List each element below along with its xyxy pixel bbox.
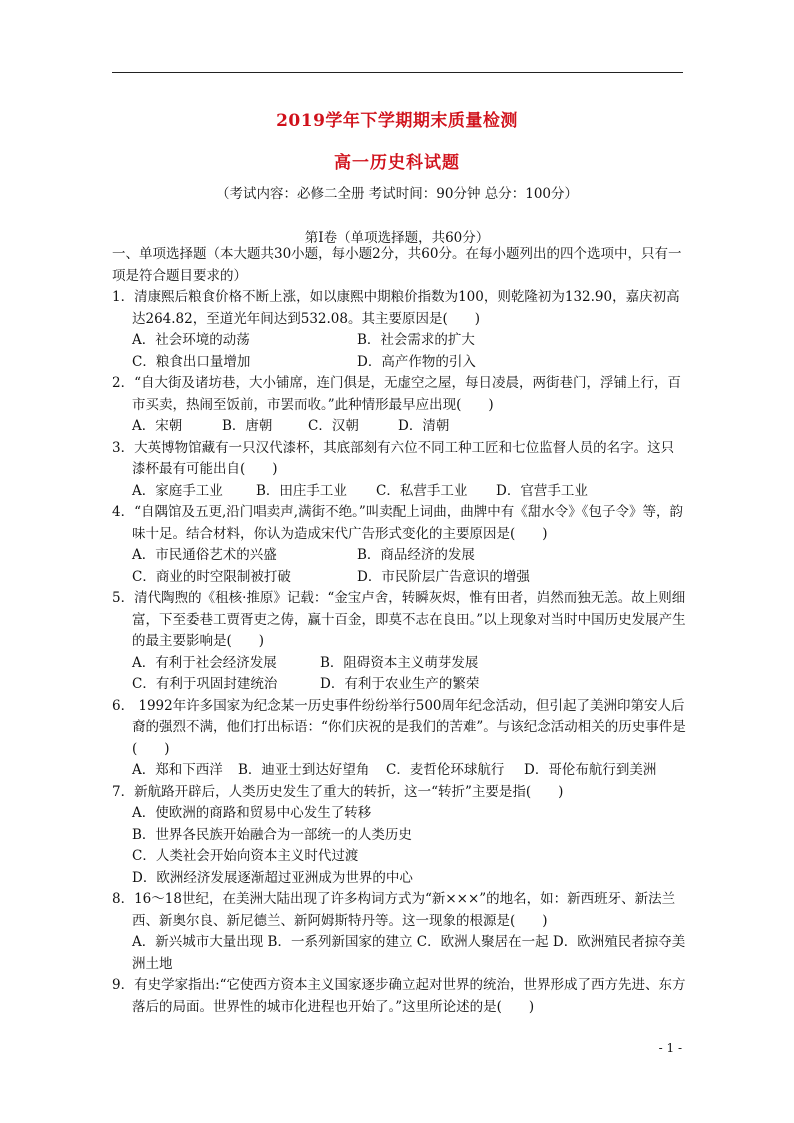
- question-text: 6． 1992年许多国家为纪念某一历史事件纷纷举行500周年纪念活动，但引起了美洲印第安人后裔的强烈不满，他们打出标语：“你们庆祝的是我们的苦难”。与该纪念活动相关的历史事件是( ): [112, 697, 686, 757]
- option-a: A．使欧洲的商路和贸易中心发生了转移: [132, 805, 372, 821]
- section-title: 第I卷（单项选择题，共60分）: [304, 230, 490, 246]
- question-list: [112, 244, 687, 1018]
- option-b: B．田庄手工业: [256, 482, 347, 499]
- question-text: 5．清代陶煦的《租核·推原》记载：“金宝卢舍，转瞬灰烬，惟有田者，岿然而独无恙。故上则细富，下至委巷工贾胥吏之俦，赢十百金，即莫不志在良田。”以上现象对当时中国历史发展产生的最主要影响是( ): [112, 590, 686, 649]
- option-d: D．市民阶层广告意识的增强: [357, 568, 530, 585]
- option-b: B．阻碍资本主义萌芽发展: [320, 654, 479, 671]
- question-text: 1．清康熙后粮食价格不断上涨，如以康熙中期粮价指数为100，则乾隆初为132.90，嘉庆初高达264.82，至道光年间达到532.08。其主要原因是( ): [112, 289, 680, 327]
- option-b: B．世界各民族开始融合为一部统一的人类历史: [132, 826, 412, 843]
- instructions: 一、单项选择题（本大题共30小题，每小题2分，共60分。在每小题列出的四个选项中，只有一项是符合题目要求的）: [112, 246, 682, 284]
- question-text: 3．大英博物馆藏有一只汉代漆杯，其底部刻有六位不同工种工匠和七位监督人员的名字。这只漆杯最有可能出自( ): [112, 439, 675, 477]
- question-3: [112, 438, 687, 503]
- question-text: 9．有史学家指出:“它使西方资本主义国家逐步确立起对世界的统治，世界形成了西方先进、东方落后的局面。世界性的城市化进程也开始了。”这里所论述的是( ): [112, 977, 686, 1015]
- question-4: [112, 502, 687, 588]
- option-d: D．官营手工业: [496, 482, 588, 499]
- question-text: 2．“自大街及诸坊巷，大小铺席，连门俱是，无虚空之屋，每日凌晨，两街巷门，浮铺上行，百市买卖，热闹至饭前，市罢而收。”此种情形最早应出现( ): [112, 375, 681, 413]
- option-b: B．一系列新国家的建立: [267, 934, 413, 950]
- option-c: C．汉朝: [308, 418, 359, 434]
- option-b: B．商品经济的发展: [357, 547, 475, 563]
- option-c: C．粮食出口量增加: [132, 353, 251, 370]
- option-c: C．商业的时空限制被打破: [132, 568, 291, 585]
- question-text: 7．新航路开辟后，人类历史发生了重大的转折，这一“转折”主要是指( ): [112, 783, 564, 800]
- option-d: D．清朝: [398, 418, 450, 434]
- option-a: A．新兴城市大量出现: [132, 934, 264, 950]
- option-a: A．有利于社会经济发展: [132, 654, 277, 671]
- option-c: C．私营手工业: [376, 482, 468, 499]
- option-c: C．欧洲人聚居在一起: [416, 934, 549, 950]
- question-2: [112, 373, 687, 438]
- option-d: D．欧洲殖民者掠夺美洲土地: [132, 934, 686, 972]
- question-text: 8．16～18世纪，在美洲大陆出现了许多构词方式为“新×××”的地名，如：新西班牙、新法兰西、新奥尔良、新尼德兰、新阿姆斯特丹等。这一现象的根源是( ): [112, 891, 676, 929]
- exam-subtitle: 高一历史科试题: [334, 153, 460, 173]
- question-text: 4．“自隅馆及五更,沿门唱卖声,满街不绝。”叫卖配上词曲，曲牌中有《甜水令》《包子令》等，韵味十足。结合材料，你认为造成宋代广告形式变化的主要原因是( ): [112, 504, 683, 542]
- question-9: [112, 975, 687, 1018]
- option-a: A．郑和下西洋: [132, 762, 223, 778]
- option-a: A．宋朝: [132, 418, 183, 434]
- question-5: [112, 588, 687, 696]
- page-number: - 1 -: [658, 1041, 682, 1055]
- option-c: C．人类社会开始向资本主义时代过渡: [132, 848, 359, 864]
- option-c: C．麦哲伦环球航行: [386, 762, 505, 778]
- option-d: D．欧洲经济发展逐渐超过亚洲成为世界的中心: [132, 869, 413, 886]
- option-d: D．高产作物的引入: [357, 353, 476, 370]
- question-8: [112, 889, 687, 975]
- exam-title: 2019学年下学期期末质量检测: [276, 111, 518, 131]
- question-6: [112, 696, 687, 782]
- question-7: [112, 782, 687, 890]
- option-c: C．有利于巩固封建统治: [132, 676, 278, 692]
- question-1: [112, 287, 687, 373]
- option-a: A．社会环境的动荡: [132, 332, 250, 348]
- option-a: A．家庭手工业: [132, 482, 223, 499]
- option-b: B．唐朝: [222, 418, 273, 434]
- option-b: B．社会需求的扩大: [357, 332, 475, 348]
- header-rule: [112, 72, 683, 73]
- option-b: B．迪亚士到达好望角: [238, 762, 370, 778]
- option-a: A．市民通俗艺术的兴盛: [132, 547, 277, 563]
- option-d: D．哥伦布航行到美洲: [524, 762, 657, 778]
- option-d: D．有利于农业生产的繁荣: [320, 676, 480, 692]
- exam-meta: （考试内容：必修二全册 考试时间：90分钟 总分：100分）: [215, 186, 579, 202]
